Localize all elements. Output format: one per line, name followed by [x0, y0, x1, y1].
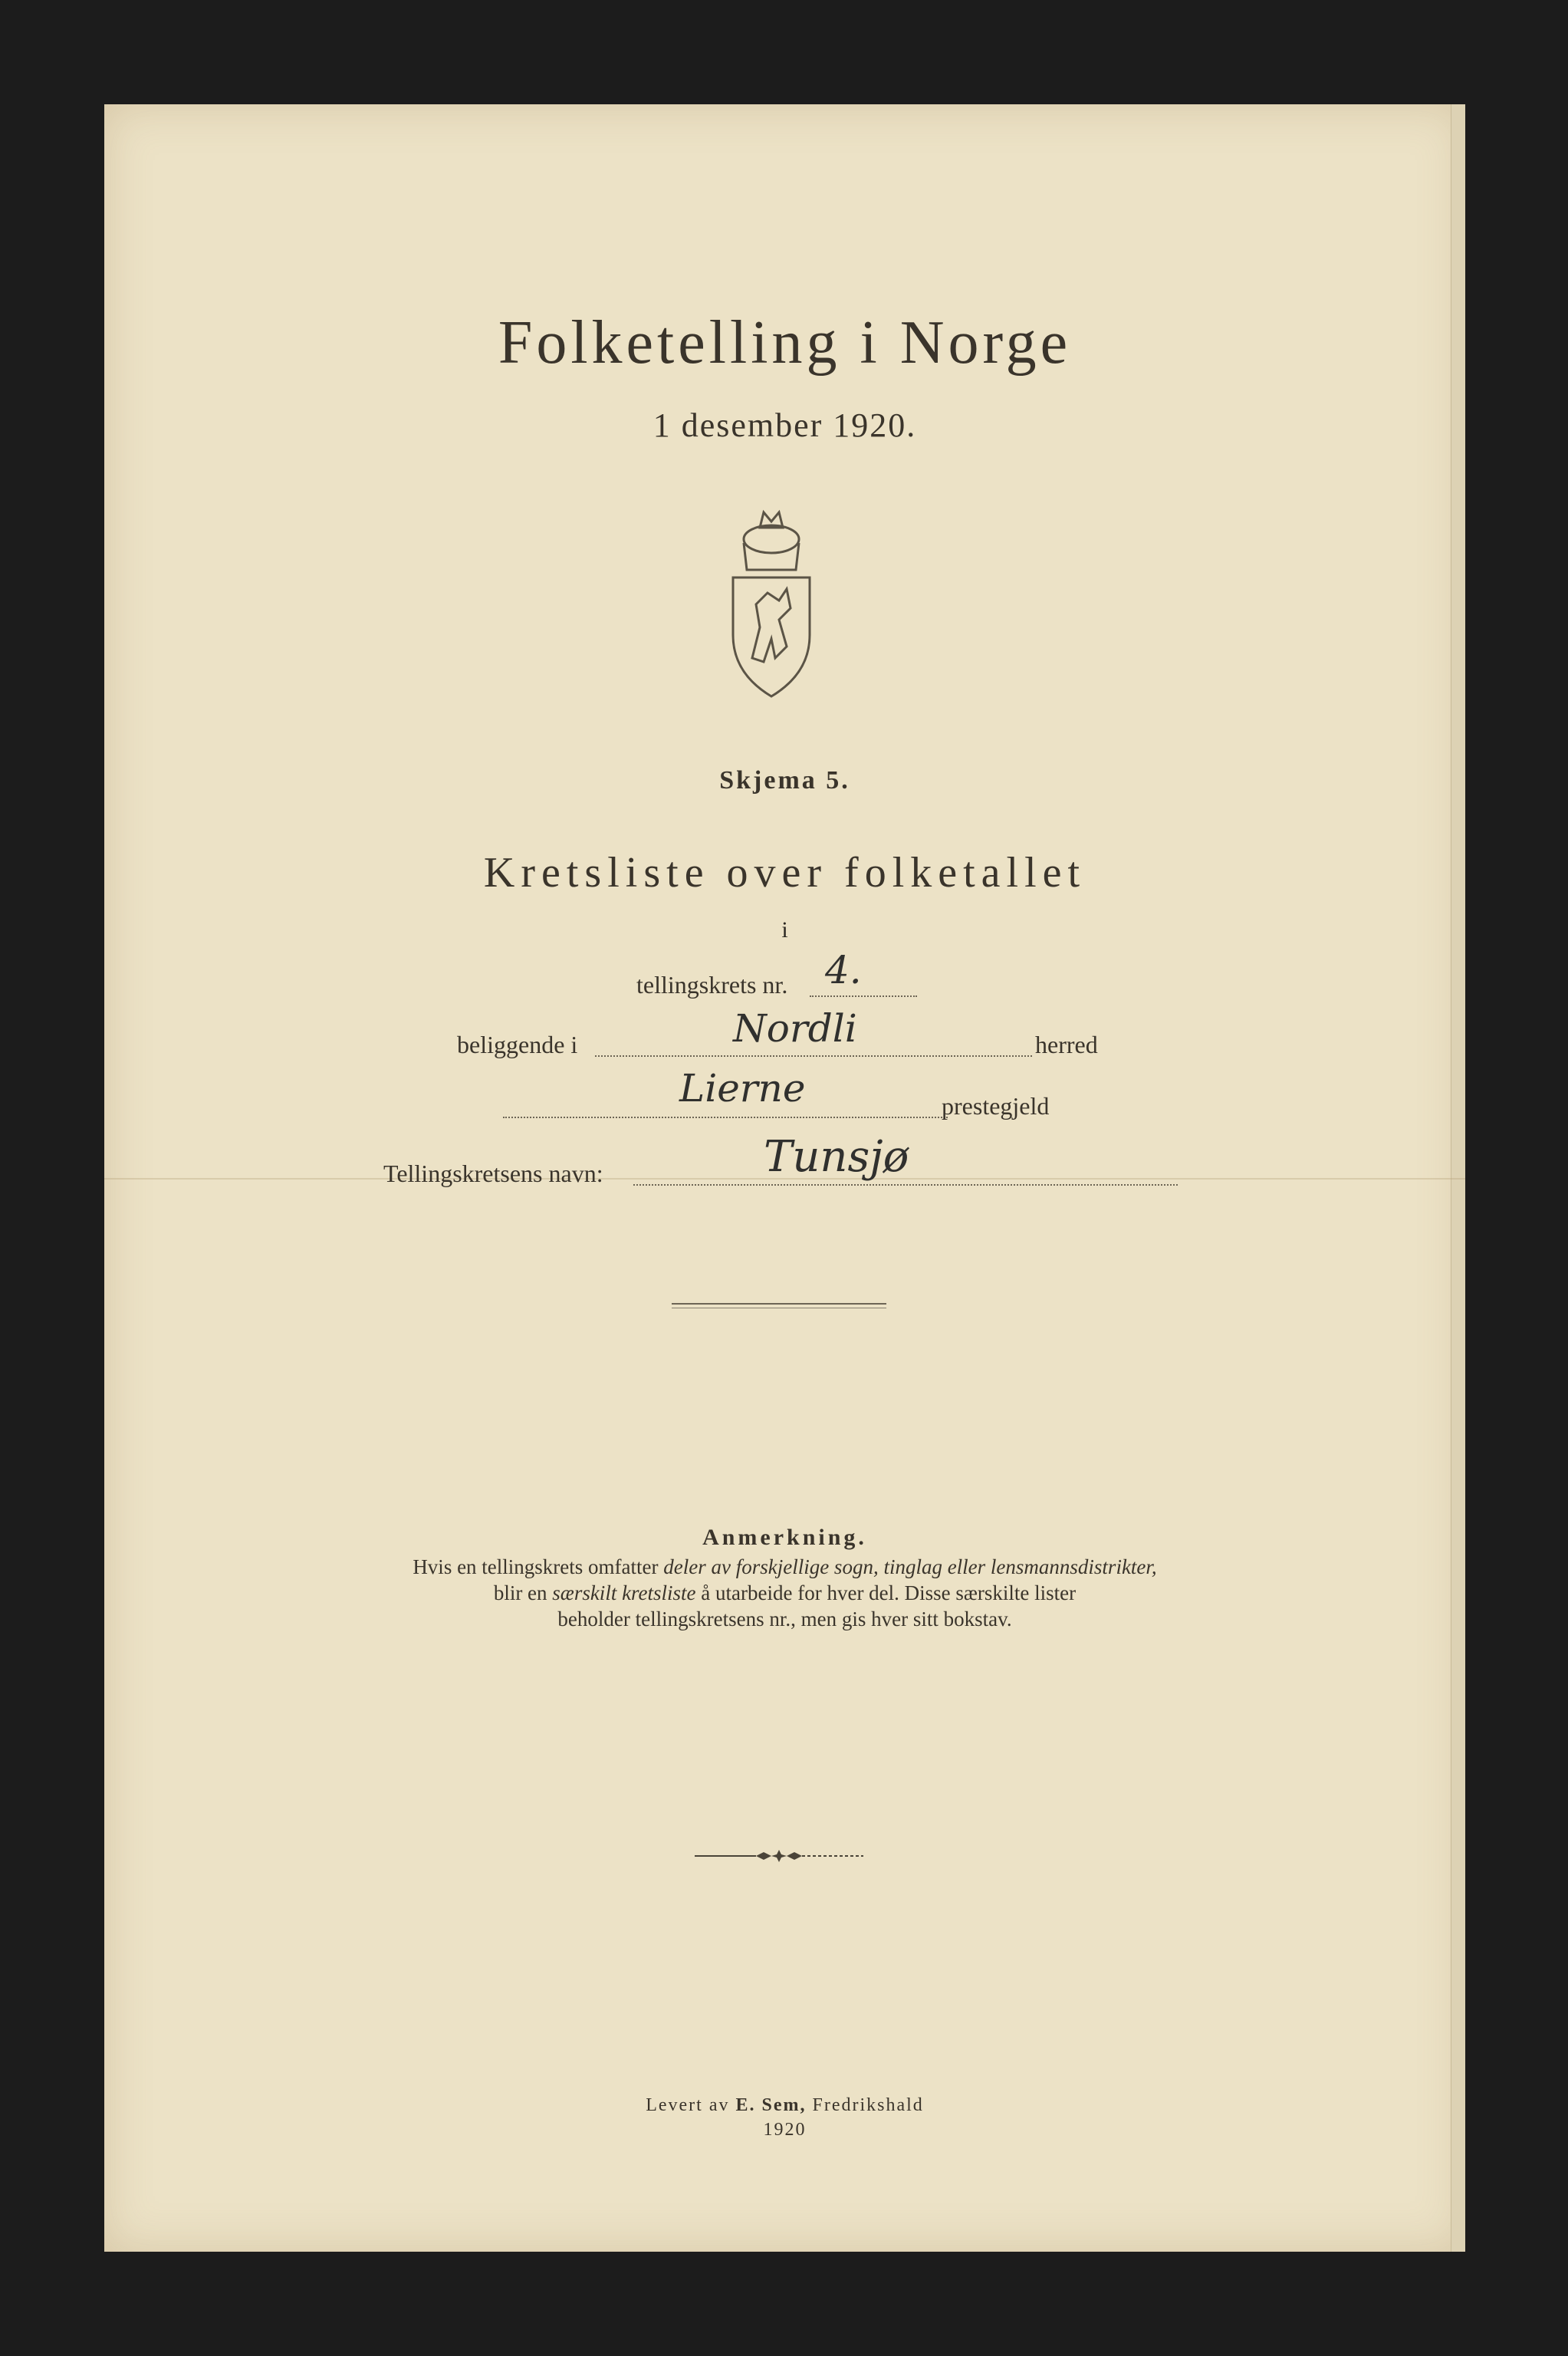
section-divider [672, 1303, 886, 1305]
navn-label: Tellingskretsens navn: [383, 1160, 603, 1187]
prestegjeld-line [503, 1117, 948, 1118]
krets-line [810, 995, 917, 997]
note-line-2: blir en særskilt kretsliste å utarbeide for hver del. Disse særskilte lister [493, 1581, 1077, 1604]
schema-number: Skjema 5. [719, 766, 850, 795]
beliggende-line [595, 1055, 1032, 1057]
printer-year: 1920 [763, 2120, 807, 2140]
krets-label: tellingskrets nr. [636, 971, 788, 999]
navn-line [633, 1184, 1178, 1186]
herred-label: herred [1035, 1031, 1098, 1058]
beliggende-label: beliggende i [457, 1031, 578, 1058]
note-heading: Anmerkning. [702, 1525, 867, 1550]
document-date: 1 desember 1920. [653, 406, 917, 444]
document-title: Folketelling i Norge [498, 309, 1072, 377]
ornament-divider-icon [695, 1847, 863, 1865]
printer-line: Levert av E. Sem, Fredrikshald [646, 2095, 924, 2115]
form-heading: Kretsliste over folketallet [483, 849, 1086, 897]
coat-of-arms-icon [718, 505, 825, 704]
prestegjeld-label: prestegjeld [942, 1092, 1050, 1120]
krets-value: 4. [825, 948, 862, 992]
note-line-3: beholder tellingskretsens nr., men gis hver sitt bokstav. [557, 1607, 1012, 1630]
beliggende-value: Nordli [733, 1006, 857, 1051]
prestegjeld-value: Lierne [679, 1066, 806, 1111]
connector-word: i [781, 917, 788, 943]
census-form-page [104, 104, 1465, 2252]
navn-value: Tunsjø [764, 1132, 909, 1182]
note-line-1: Hvis en tellingskrets omfatter deler av forskjellige sogn, tinglag eller lensmannsdistrikter, [413, 1555, 1157, 1578]
